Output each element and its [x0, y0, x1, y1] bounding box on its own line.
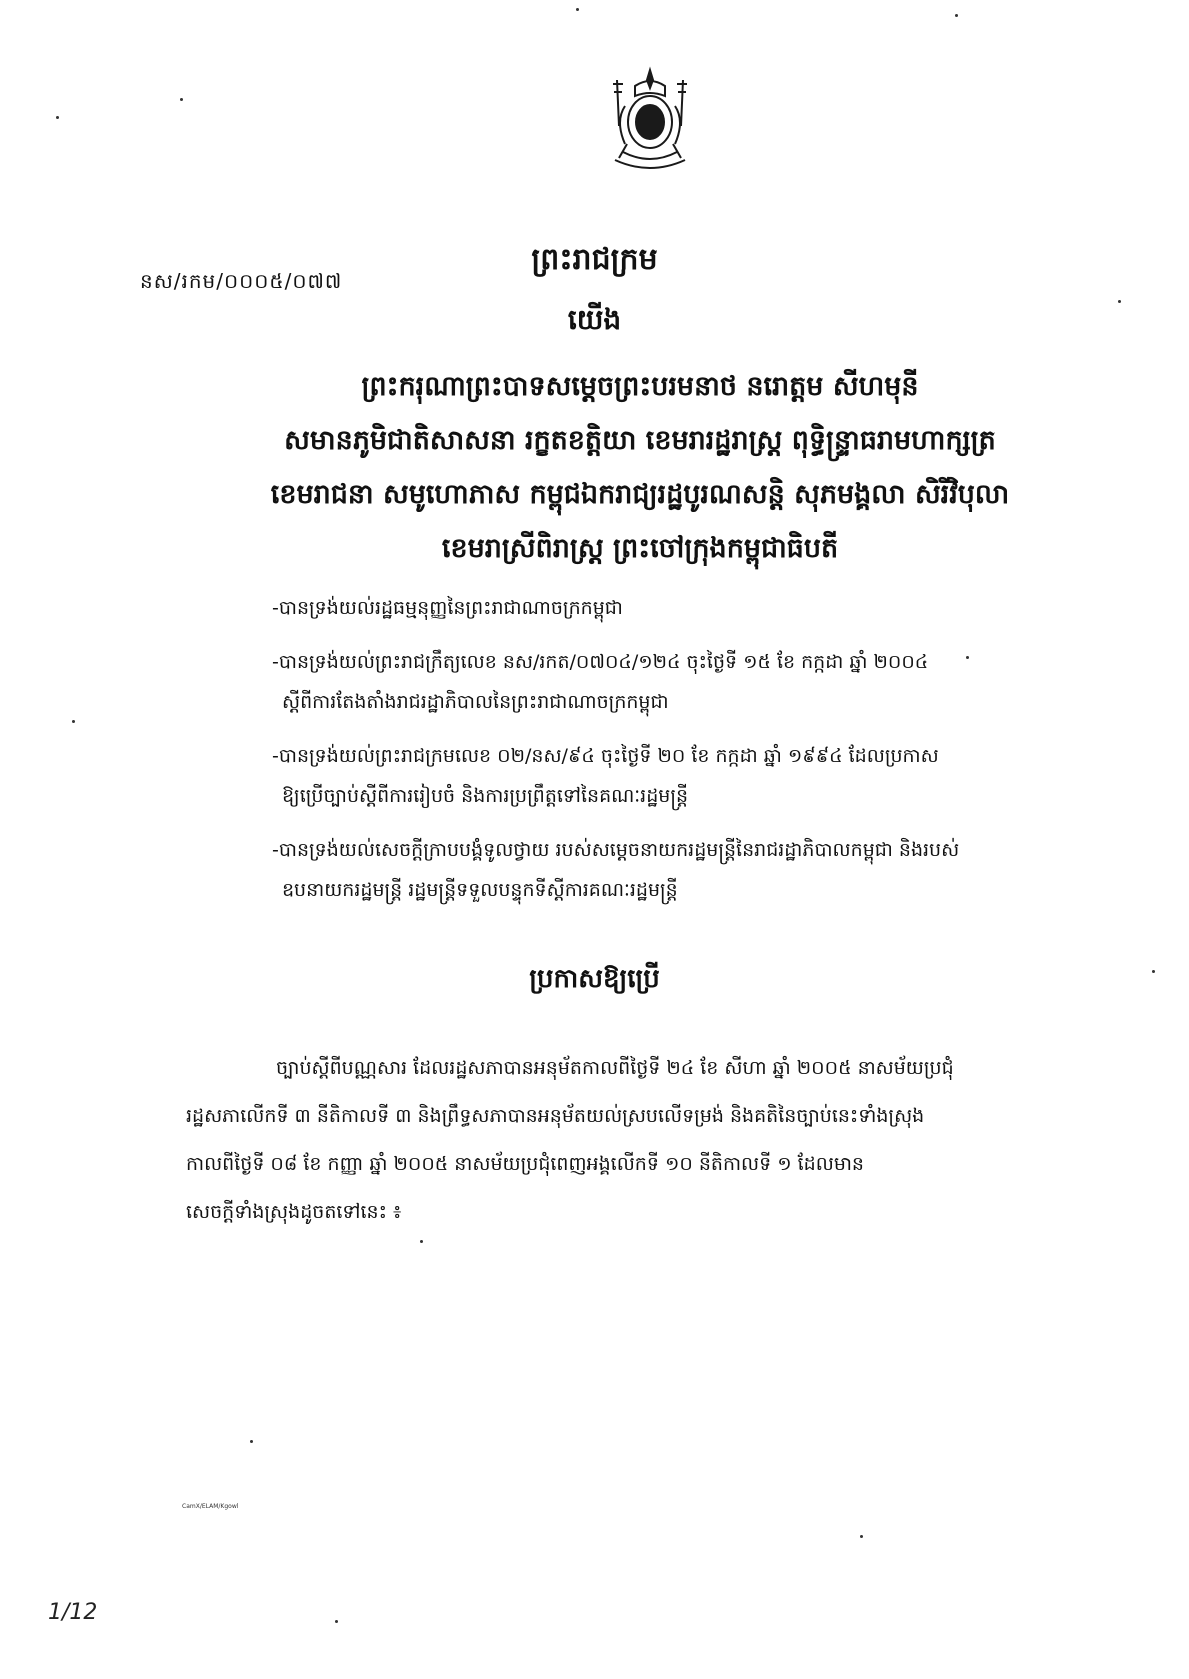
scan-speck	[966, 656, 969, 659]
document-title: ព្រះរាជក្រម	[531, 242, 658, 277]
promulgation-heading: ប្រកាសឱ្យប្រើ	[529, 964, 660, 994]
consideration-item	[272, 588, 1092, 628]
scan-speck	[72, 720, 75, 723]
body-paragraph	[186, 1044, 1090, 1236]
considerations-list	[272, 588, 1092, 924]
scan-speck	[335, 1620, 338, 1623]
document-subtitle: យើង	[567, 303, 622, 336]
king-title-line: ព្រះករុណាព្រះបាទសម្ដេចព្រះបរមនាថ នរោត្ដម សីហមុនី	[361, 371, 919, 402]
body-line: រដ្ឋសភាលើកទី ៣ នីតិកាលទី ៣ និងព្រឹទ្ធសភាបានអនុម័តយល់ស្របលើទម្រង់ និងគតិនៃច្បាប់នេះទាំងស្រុង	[186, 1105, 925, 1127]
scan-speck	[1152, 970, 1155, 973]
royal-arms-icon	[605, 66, 695, 172]
consideration-item	[272, 736, 1092, 816]
page-mark: 1/12	[48, 1600, 98, 1625]
scan-speck	[576, 8, 579, 11]
consideration-line: -បានទ្រង់យល់សេចក្ដីក្រាបបង្គំទូលថ្វាយ របស់សម្ដេចនាយករដ្ឋមន្ត្រីនៃរាជរដ្ឋាភិបាលកម្ពុជា និងរបស់	[272, 839, 960, 861]
scan-speck	[860, 1535, 863, 1538]
consideration-line: -បានទ្រង់យល់ព្រះរាជក្រឹត្យលេខ នស/រកត/០៧០៤/១២៤ ចុះថ្ងៃទី ១៥ ខែ កក្កដា ឆ្នាំ ២០០៤	[272, 651, 929, 673]
consideration-item	[272, 642, 1092, 722]
scan-speck	[1118, 300, 1121, 303]
consideration-item	[272, 830, 1092, 910]
king-title-line: ខេមរាជនា សមូហោភាស កម្ពុជឯករាជ្យរដ្ឋបូរណសន្ដិ សុភមង្គលា សិរីវិបុលា	[270, 479, 1010, 510]
king-title-line: ខេមរាស្រីពិរាស្ដ្រ ព្រះចៅក្រុងកម្ពុជាធិបតី	[441, 533, 839, 564]
scan-speck	[955, 14, 958, 17]
body-line: កាលពីថ្ងៃទី ០៨ ខែ កញ្ញា ឆ្នាំ ២០០៥ នាសម័យប្រជុំពេញអង្គលើកទី ១០ នីតិកាលទី ១ ដែលមាន	[186, 1153, 864, 1175]
consideration-line: -បានទ្រង់យល់ព្រះរាជក្រមលេខ ០២/នស/៩៤ ចុះថ្ងៃទី ២០ ខែ កក្កដា ឆ្នាំ ១៩៩៤ ដែលប្រកាស	[272, 745, 939, 767]
consideration-line: ឧបនាយករដ្ឋមន្ត្រី រដ្ឋមន្ត្រីទទួលបន្ទុកទីស្ដីការគណៈរដ្ឋមន្ត្រី	[282, 879, 678, 901]
scan-speck	[180, 98, 183, 101]
scan-speck	[250, 1440, 253, 1443]
consideration-line: ឱ្យប្រើច្បាប់ស្ដីពីការរៀបចំ និងការប្រព្រឹត្តទៅនៃគណៈរដ្ឋមន្ត្រី	[282, 785, 689, 807]
file-code: CamX/ELAM/Kgowl	[182, 1503, 239, 1510]
body-line: សេចក្ដីទាំងស្រុងដូចតទៅនេះ ៖	[186, 1201, 402, 1223]
scan-speck	[56, 116, 59, 119]
scan-speck	[420, 1240, 423, 1243]
body-line: ច្បាប់ស្ដីពីបណ្ណសារ ដែលរដ្ឋសភាបានអនុម័តកាលពីថ្ងៃទី ២៤ ខែ សីហា ឆ្នាំ ២០០៥ នាសម័យប្រជុំ	[276, 1057, 954, 1079]
king-title-line: សមានភូមិជាតិសាសនា រក្ខតខត្តិយា ខេមរារដ្ឋរាស្ត្រ ពុទ្ធិន្ទ្រាធរាមហាក្សត្រ	[284, 425, 996, 456]
king-titles	[190, 360, 1090, 576]
consideration-line: ស្ដីពីការតែងតាំងរាជរដ្ឋាភិបាលនៃព្រះរាជាណាចក្រកម្ពុជា	[282, 691, 669, 713]
consideration-line: -បានទ្រង់យល់រដ្ឋធម្មនុញ្ញនៃព្រះរាជាណាចក្រកម្ពុជា	[272, 597, 623, 619]
reference-number: នស/រកម/០០០៥/០៧៧	[140, 269, 343, 293]
